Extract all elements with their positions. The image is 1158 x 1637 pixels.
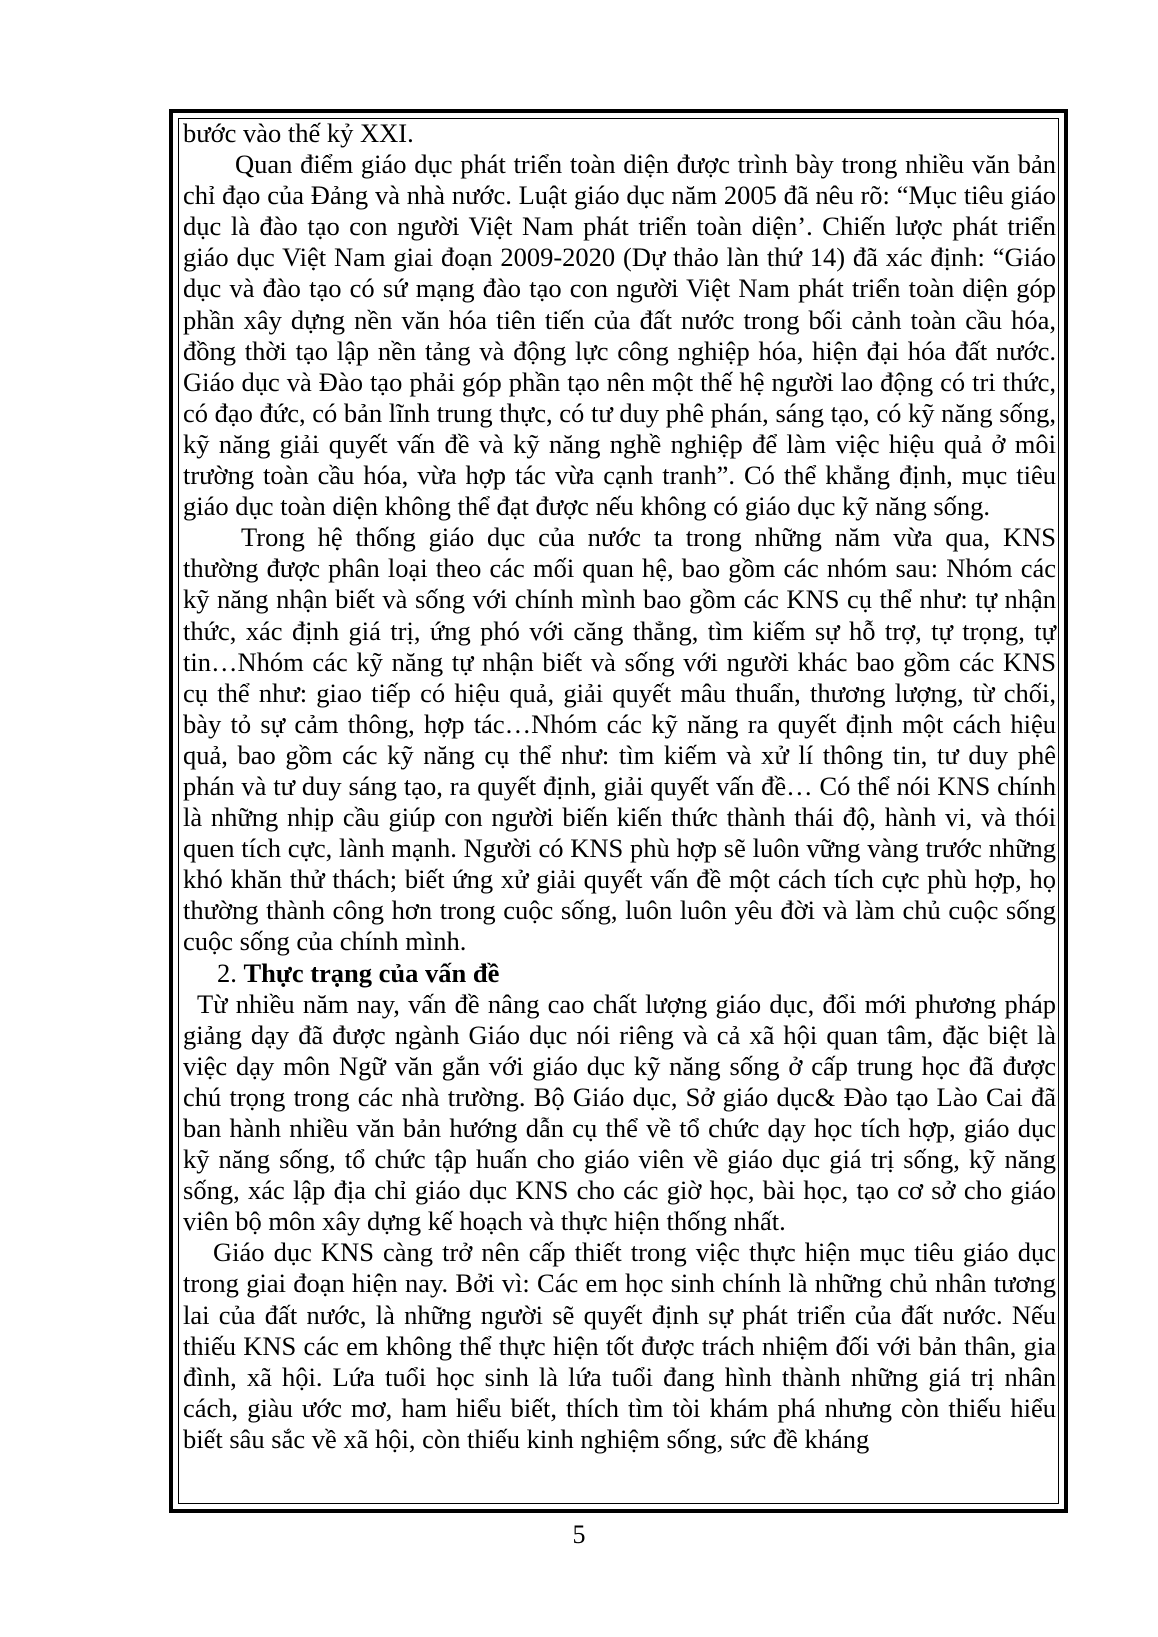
document-body — [183, 118, 1056, 1455]
paragraph-kns-necessity: Giáo dục KNS càng trở nên cấp thiết trong việc thực hiện mục tiêu giáo dục trong giai đoạn hiện nay. Bởi vì: Các em học sinh chính là những chủ nhân tương lai của đất nước, là những người sẽ quyết định sự phát triển của đất nước. Nếu thiếu KNS các em không thể thực hiện tốt được trách nhiệm đối với bản thân, gia đình, xã hội. Lứa tuổi học sinh là lứa tuổi đang hình thành những giá trị nhân cách, giàu ước mơ, ham hiểu biết, thích tìm tòi khám phá nhưng còn thiếu hiểu biết sâu sắc về xã hội, còn thiếu kinh nghiệm sống, sức đề kháng — [183, 1237, 1056, 1454]
page-number: 5 — [572, 1520, 586, 1549]
paragraph-education-viewpoint: Quan điểm giáo dục phát triển toàn diện được trình bày trong nhiều văn bản chỉ đạo của Đảng và nhà nước. Luật giáo dục năm 2005 đã nêu rõ: “Mục tiêu giáo dục là đào tạo con người Việt Nam phát triển toàn diện’. Chiến lược phát triển giáo dục Việt Nam giai đoạn 2009-2020 (Dự thảo làn thứ 14) đã xác định: “Giáo dục và đào tạo có sứ mạng đào tạo con người Việt Nam phát triển toàn diện góp phần xây dựng nền văn hóa tiên tiến của đất nước trong bối cảnh toàn cầu hóa, đồng thời tạo lập nền tảng và động lực công nghiệp hóa, hiện đại hóa đất nước. Giáo dục và Đào tạo phải góp phần tạo nên một thế hệ người lao động có tri thức, có đạo đức, có bản lĩnh trung thực, có tư duy phê phán, sáng tạo, có kỹ năng sống, kỹ năng giải quyết vấn đề và kỹ năng nghề nghiệp để làm việc hiệu quả ở môi trường toàn cầu hóa, vừa hợp tác vừa cạnh tranh”. Có thể khẳng định, mục tiêu giáo dục toàn diện không thể đạt được nếu không có giáo dục kỹ năng sống. — [183, 149, 1056, 522]
section-heading — [183, 958, 1056, 989]
paragraph-current-situation: Từ nhiều năm nay, vấn đề nâng cao chất lượng giáo dục, đổi mới phương pháp giảng dạy đã được ngành Giáo dục nói riêng và cả xã hội quan tâm, đặc biệt là việc dạy môn Ngữ văn gắn với giáo dục kỹ năng sống ở cấp trung học đã được chú trọng trong các nhà trường. Bộ Giáo dục, Sở giáo dục& Đào tạo Lào Cai đã ban hành nhiều văn bản hướng dẫn cụ thể về tổ chức dạy học tích hợp, giáo dục kỹ năng sống, tổ chức tập huấn cho giáo viên về giáo dục giá trị sống, kỹ năng sống, xác lập địa chỉ giáo dục KNS cho các giờ học, bài học, tạo cơ sở cho giáo viên bộ môn xây dựng kế hoạch và thực hiện thống nhất. — [183, 988, 1056, 1237]
section-number: 2. — [217, 957, 237, 988]
paragraph-kns-classification: Trong hệ thống giáo dục của nước ta trong những năm vừa qua, KNS thường được phân loại theo các mối quan hệ, bao gồm các nhóm sau: Nhóm các kỹ năng nhận biết và sống với chính mình bao gồm các KNS cụ thể như: tự nhận thức, xác định giá trị, ứng phó với căng thẳng, tìm kiếm sự hỗ trợ, tự trọng, tự tin…Nhóm các kỹ năng tự nhận biết và sống với người khác bao gồm các KNS cụ thể như: giao tiếp có hiệu quả, giải quyết mâu thuẩn, thương lượng, từ chối, bày tỏ sự cảm thông, hợp tác…Nhóm các kỹ năng ra quyết định một cách hiệu quả, bao gồm các kỹ năng cụ thể như: tìm kiếm và xử lí thông tin, tư duy phê phán và tư duy sáng tạo, ra quyết định, giải quyết vấn đề… Có thể nói KNS chính là những nhịp cầu giúp con người biến kiến thức thành thái độ, hành vi, và thói quen tích cực, lành mạnh. Người có KNS phù hợp sẽ luôn vững vàng trước những khó khăn thử thách; biết ứng xử giải quyết vấn đề một cách tích cực phù hợp, họ thường thành công hơn trong cuộc sống, luôn luôn yêu đời và làm chủ cuộc sống cuộc sống của chính mình. — [183, 522, 1056, 957]
section-title: Thực trạng của vấn đề — [243, 957, 500, 988]
paragraph-continuation: bước vào thế kỷ XXI. — [183, 118, 414, 148]
